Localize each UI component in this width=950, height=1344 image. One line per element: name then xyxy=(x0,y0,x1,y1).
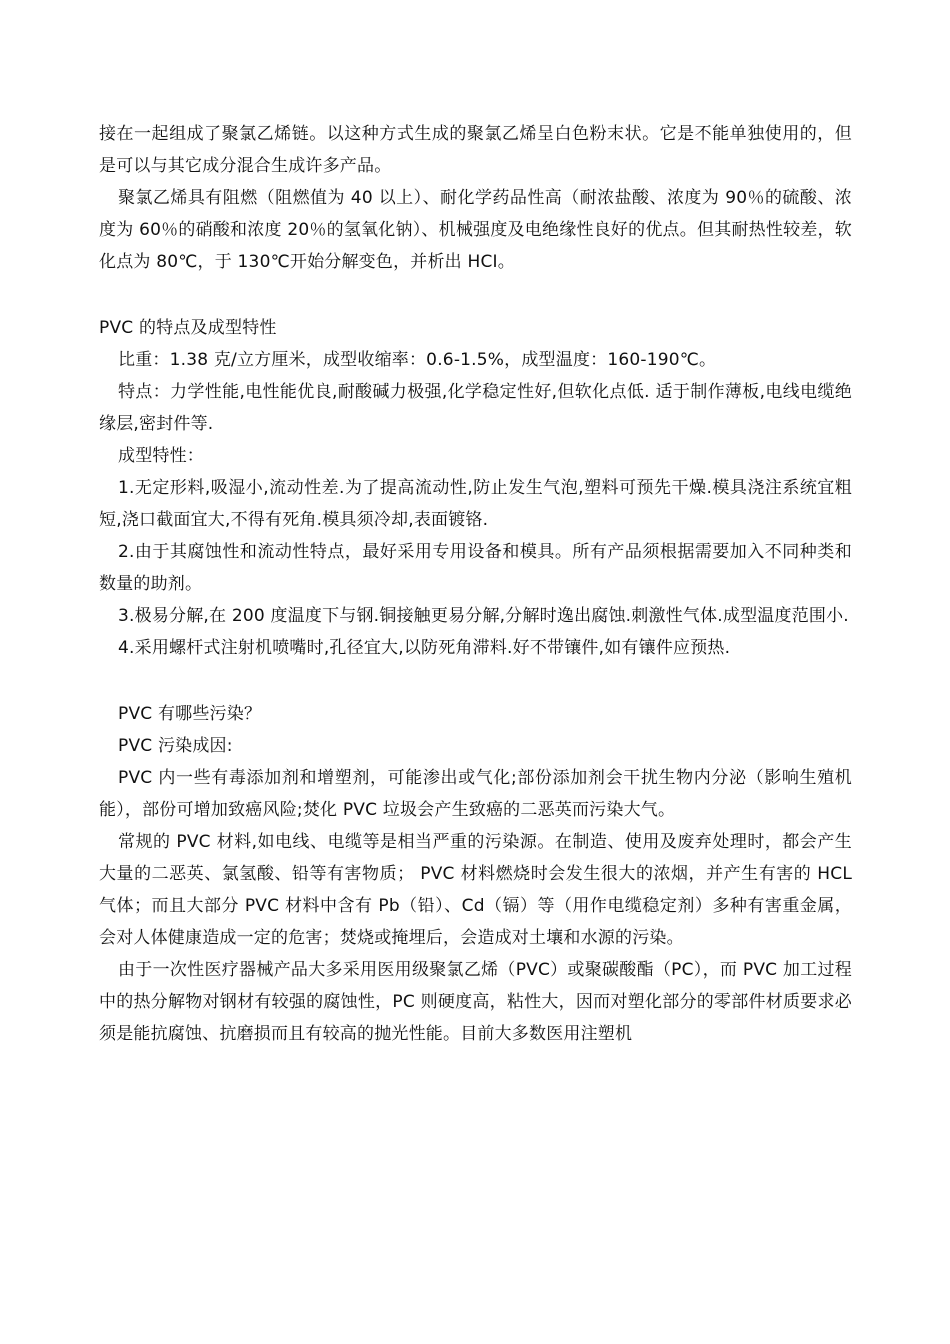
section-heading-pollution: PVC 有哪些污染？ xyxy=(118,704,262,724)
section-heading-characteristics: PVC 的特点及成型特性 xyxy=(99,318,277,338)
paragraph-gap xyxy=(99,278,852,312)
paragraph-additives: PVC 内一些有毒添加剂和增塑剂，可能渗出或气化;部份添加剂会干扰生物内分泌（影响生殖机能），部份可增加致癌风险;焚化 PVC 垃圾会产生致癌的二恶英而污染大气。 xyxy=(99,768,852,820)
paragraph-molding-title: 成型特性： xyxy=(118,446,204,466)
list-item-3: 3.极易分解,在 200 度温度下与钢.铜接触更易分解,分解时逸出腐蚀.刺激性气体.成型温度范围小. xyxy=(118,606,849,626)
section-heading-causes: PVC 污染成因: xyxy=(118,736,233,756)
list-item-1: 1.无定形料,吸湿小,流动性差.为了提高流动性,防止发生气泡,塑料可预先干燥.模具浇注系统宜粗短,浇口截面宜大,不得有死角.模具须冷却,表面镀铬. xyxy=(99,478,852,530)
paragraph-gap xyxy=(99,664,852,698)
paragraph-density: 比重：1.38 克/立方厘米，成型收缩率：0.6-1.5%，成型温度：160-190℃。 xyxy=(118,350,717,370)
paragraph-medical-devices: 由于一次性医疗器械产品大多采用医用级聚氯乙烯（PVC）或聚碳酸酯（PC），而 PVC 加工过程中的热分解物对钢材有较强的腐蚀性，PC 则硬度高，粘性大，因而对塑化部分的零部件材质要求必须是能抗腐蚀、抗磨损而且有较高的抛光性能。目前大多数医用注塑机 xyxy=(99,960,852,1044)
list-item-2: 2.由于其腐蚀性和流动性特点，最好采用专用设备和模具。所有产品须根据需要加入不同种类和数量的助剂。 xyxy=(99,542,852,594)
paragraph-pvc-properties: 聚氯乙烯具有阻燃（阻燃值为 40 以上）、耐化学药品性高（耐浓盐酸、浓度为 90％的硫酸、浓度为 60％的硝酸和浓度 20％的氢氧化钠）、机械强度及电绝缘性良好的优点。但其耐热性较差，软化点为 80℃，于 130℃开始分解变色，并析出 HCI。 xyxy=(99,188,852,272)
paragraph-pvc-chain: 接在一起组成了聚氯乙烯链。以这种方式生成的聚氯乙烯呈白色粉末状。它是不能单独使用的，但是可以与其它成分混合生成许多产品。 xyxy=(99,124,852,176)
paragraph-features: 特点：力学性能,电性能优良,耐酸碱力极强,化学稳定性好,但软化点低. 适于制作薄板,电线电缆绝缘层,密封件等. xyxy=(99,382,852,434)
paragraph-pollution-source: 常规的 PVC 材料,如电线、电缆等是相当严重的污染源。在制造、使用及废弃处理时，都会产生大量的二恶英、氯氢酸、铅等有害物质； PVC 材料燃烧时会发生很大的浓烟，并产生有害的 HCL 气体；而且大部分 PVC 材料中含有 Pb（铅）、Cd（镉）等（用作电缆稳定剂）多种有害重金属，会对人体健康造成一定的危害；焚烧或掩埋后，会造成对土壤和水源的污染。 xyxy=(99,832,852,948)
list-item-4: 4.采用螺杆式注射机喷嘴时,孔径宜大,以防死角滞料.好不带镶件,如有镶件应预热. xyxy=(118,638,731,658)
